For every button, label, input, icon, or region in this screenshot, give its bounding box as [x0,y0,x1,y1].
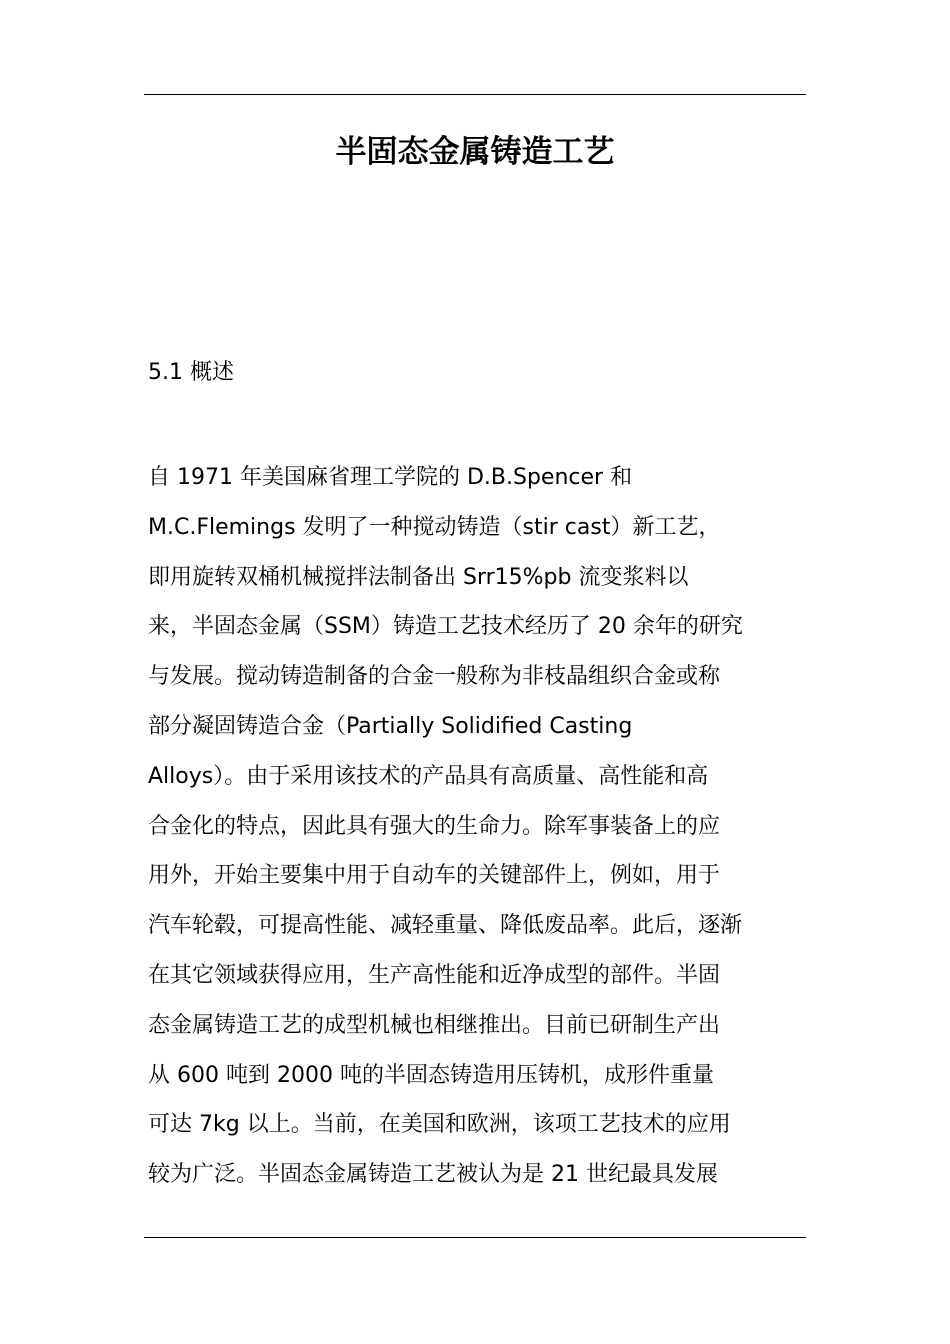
body-line: 较为广泛。半固态金属铸造工艺被认为是 21 世纪最具发展 [148,1162,718,1188]
page-title: 半固态金属铸造工艺 [335,134,615,170]
body-line: 即用旋转双桶机械搅拌法制备出 Srr15%pb 流变浆料以 [148,564,689,590]
body-line: 合金化的特点，因此具有强大的生命力。除军事装备上的应 [148,813,721,839]
body-line: 部分凝固铸造合金（Partially Solidified Casting [148,713,633,739]
body-line: 可达 7kg 以上。当前，在美国和欧洲，该项工艺技术的应用 [148,1112,731,1138]
body-line: M.C.Flemings 发明了一种搅动铸造（stir cast）新工艺， [148,514,721,540]
body-line: 汽车轮毂，可提高性能、减轻重量、降低废品率。此后，逐渐 [148,913,743,939]
footer-rule [144,1237,806,1238]
body-line: 用外，开始主要集中用于自动车的关键部件上，例如，用于 [148,863,721,889]
body-line: 态金属铸造工艺的成型机械也相继推出。目前已研制生产出 [148,1012,721,1038]
section-heading: 5.1 概述 [148,360,234,385]
body-line: 在其它领域获得应用，生产高性能和近净成型的部件。半固 [148,962,721,988]
body-line: 与发展。搅动铸造制备的合金一般称为非枝晶组织合金或称 [148,664,721,690]
body-line: 自 1971 年美国麻省理工学院的 D.B.Spencer 和 [148,465,633,490]
header-rule [144,94,806,95]
body-line: Alloys）。由于采用该技术的产品具有高质量、高性能和高 [148,763,709,789]
body-line: 来，半固态金属（SSM）铸造工艺技术经历了 20 余年的研究 [148,614,743,640]
body-line: 从 600 吨到 2000 吨的半固态铸造用压铸机，成形件重量 [148,1062,714,1088]
body-paragraph [148,453,806,1200]
